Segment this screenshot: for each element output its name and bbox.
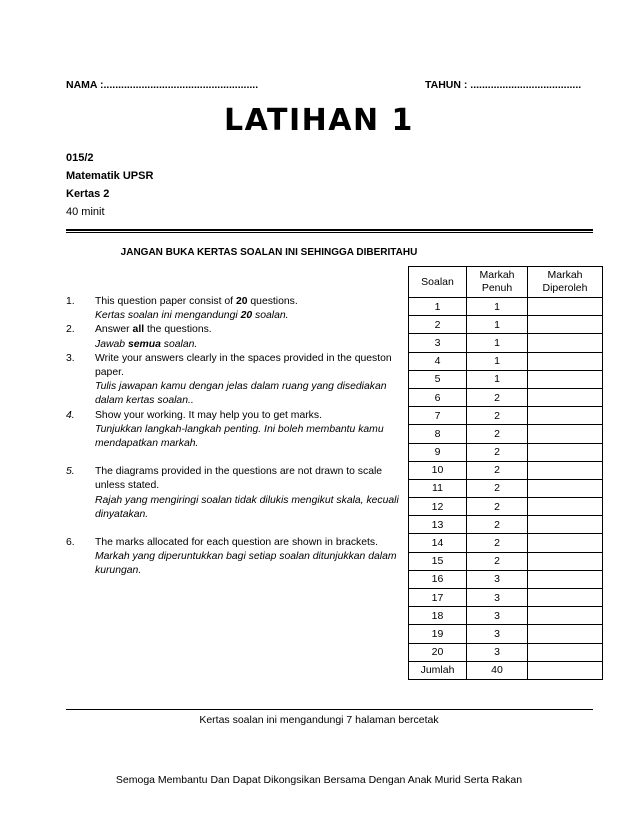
full-marks: 2 <box>467 552 528 570</box>
header-soalan: Soalan <box>409 267 467 298</box>
instruction-item <box>66 323 406 351</box>
full-marks: 2 <box>467 534 528 552</box>
marks-obtained-cell[interactable] <box>528 479 603 497</box>
marks-obtained-cell[interactable] <box>528 643 603 661</box>
table-row <box>409 407 603 425</box>
divider-top-thin <box>66 232 593 233</box>
table-row <box>409 643 603 661</box>
full-marks: 1 <box>467 370 528 388</box>
instruction-en: This question paper consist of 20 questions. <box>95 296 298 307</box>
full-marks: 2 <box>467 516 528 534</box>
page-title: LATIHAN 1 <box>224 103 414 138</box>
full-marks: 2 <box>467 443 528 461</box>
instruction-item <box>66 295 406 323</box>
table-row <box>409 352 603 370</box>
divider-bottom <box>66 709 593 710</box>
instruction-ms: Tunjukkan langkah-langkah penting. Ini boleh membantu kamu mendapatkan markah. <box>95 423 384 450</box>
total-row <box>409 661 603 679</box>
question-number: 4 <box>409 352 467 370</box>
marks-obtained-cell[interactable] <box>528 625 603 643</box>
full-marks: 3 <box>467 643 528 661</box>
marks-obtained-cell[interactable] <box>528 316 603 334</box>
instruction-number: 6. <box>66 537 75 549</box>
question-number: 17 <box>409 589 467 607</box>
full-marks: 1 <box>467 298 528 316</box>
instruction-en: The diagrams provided in the questions are not drawn to scale unless stated. <box>95 466 383 492</box>
full-marks: 2 <box>467 388 528 406</box>
year-field: TAHUN : ...................................... <box>425 79 582 91</box>
marks-obtained-cell[interactable] <box>528 425 603 443</box>
table-row <box>409 370 603 388</box>
marks-obtained-cell[interactable] <box>528 443 603 461</box>
table-row <box>409 570 603 588</box>
header-markah-diperoleh: Markah Diperoleh <box>528 267 603 298</box>
instruction-item <box>66 465 406 522</box>
table-row <box>409 552 603 570</box>
question-number: 15 <box>409 552 467 570</box>
marks-obtained-cell[interactable] <box>528 407 603 425</box>
full-marks: 1 <box>467 334 528 352</box>
full-marks: 1 <box>467 352 528 370</box>
total-value: 40 <box>467 661 528 679</box>
paper-code: 015/2 <box>66 152 94 164</box>
instruction-number: 1. <box>66 296 75 307</box>
question-number: 18 <box>409 607 467 625</box>
question-number: 10 <box>409 461 467 479</box>
full-marks: 2 <box>467 407 528 425</box>
instruction-en: Answer all the questions. <box>95 324 212 336</box>
divider-top <box>66 229 593 231</box>
table-row <box>409 298 603 316</box>
marks-obtained-cell[interactable] <box>528 352 603 370</box>
question-number: 7 <box>409 407 467 425</box>
question-number: 16 <box>409 570 467 588</box>
table-row <box>409 516 603 534</box>
table-row <box>409 534 603 552</box>
question-number: 5 <box>409 370 467 388</box>
paper-subject: Matematik UPSR <box>66 170 154 182</box>
question-number: 12 <box>409 498 467 516</box>
full-marks: 3 <box>467 625 528 643</box>
marks-obtained-cell[interactable] <box>528 370 603 388</box>
question-number: 3 <box>409 334 467 352</box>
table-row <box>409 498 603 516</box>
name-field: NAMA :..................................................... <box>66 79 259 91</box>
question-number: 8 <box>409 425 467 443</box>
full-marks: 2 <box>467 425 528 443</box>
question-number: 14 <box>409 534 467 552</box>
full-marks: 3 <box>467 570 528 588</box>
marks-obtained-cell[interactable] <box>528 607 603 625</box>
question-number: 9 <box>409 443 467 461</box>
instruction-number: 2. <box>66 324 75 336</box>
paper-duration: 40 minit <box>66 206 105 218</box>
instruction-item <box>66 409 406 452</box>
warning-text: JANGAN BUKA KERTAS SOALAN INI SEHINGGA DIBERITAHU <box>120 247 418 258</box>
full-marks: 3 <box>467 589 528 607</box>
full-marks: 2 <box>467 498 528 516</box>
marks-obtained-cell[interactable] <box>528 334 603 352</box>
marks-obtained-cell[interactable] <box>528 461 603 479</box>
question-number: 20 <box>409 643 467 661</box>
marks-obtained-cell[interactable] <box>528 516 603 534</box>
instruction-en: The marks allocated for each question are shown in brackets. <box>95 537 379 549</box>
marks-obtained-cell[interactable] <box>528 589 603 607</box>
paper-number: Kertas 2 <box>66 188 110 200</box>
table-row <box>409 316 603 334</box>
marks-obtained-cell[interactable] <box>528 534 603 552</box>
instruction-item <box>66 352 406 409</box>
instruction-number: 3. <box>66 352 75 364</box>
question-number: 6 <box>409 388 467 406</box>
marks-obtained-cell[interactable] <box>528 570 603 588</box>
question-number: 1 <box>409 298 467 316</box>
header-markah-penuh: Markah Penuh <box>467 267 528 298</box>
marks-table <box>408 266 603 680</box>
instruction-ms: Tulis jawapan kamu dengan jelas dalam ruang yang disediakan dalam kertas soalan.. <box>95 381 387 407</box>
total-label: Jumlah <box>409 661 467 679</box>
instruction-ms: Jawab semua soalan. <box>95 338 198 350</box>
table-row <box>409 443 603 461</box>
instruction-en: Write your answers clearly in the spaces provided in the queston paper. <box>95 352 392 379</box>
instructions-list <box>66 295 406 579</box>
table-row <box>409 388 603 406</box>
table-row <box>409 607 603 625</box>
marks-obtained-cell[interactable] <box>528 388 603 406</box>
marks-obtained-cell[interactable] <box>528 552 603 570</box>
footer-note: Semoga Membantu Dan Dapat Dikongsikan Bersama Dengan Anak Murid Serta Rakan <box>115 774 523 786</box>
question-number: 11 <box>409 479 467 497</box>
table-row <box>409 589 603 607</box>
total-obtained-cell[interactable] <box>528 661 603 679</box>
question-number: 2 <box>409 316 467 334</box>
instruction-item <box>66 536 406 579</box>
question-number: 19 <box>409 625 467 643</box>
table-row <box>409 461 603 479</box>
full-marks: 2 <box>467 461 528 479</box>
instruction-number: 5. <box>66 466 75 478</box>
table-row <box>409 425 603 443</box>
table-row <box>409 625 603 643</box>
marks-obtained-cell[interactable] <box>528 498 603 516</box>
table-row <box>409 334 603 352</box>
question-number: 13 <box>409 516 467 534</box>
instruction-ms: Rajah yang mengiringi soalan tidak dilukis mengikut skala, kecuali dinyatakan. <box>95 494 399 520</box>
instruction-en: Show your working. It may help you to get marks. <box>95 409 322 421</box>
page-count-note: Kertas soalan ini mengandungi 7 halaman bercetak <box>199 714 439 726</box>
full-marks: 2 <box>467 479 528 497</box>
full-marks: 3 <box>467 607 528 625</box>
instruction-ms: Kertas soalan ini mengandungi 20 soalan. <box>95 310 289 322</box>
instruction-ms: Markah yang diperuntukkan bagi setiap soalan ditunjukkan dalam kurungan. <box>95 551 397 577</box>
marks-obtained-cell[interactable] <box>528 298 603 316</box>
paper-info <box>66 149 153 221</box>
table-header-row <box>409 267 603 298</box>
table-row <box>409 479 603 497</box>
full-marks: 1 <box>467 316 528 334</box>
instruction-number: 4. <box>66 409 75 421</box>
